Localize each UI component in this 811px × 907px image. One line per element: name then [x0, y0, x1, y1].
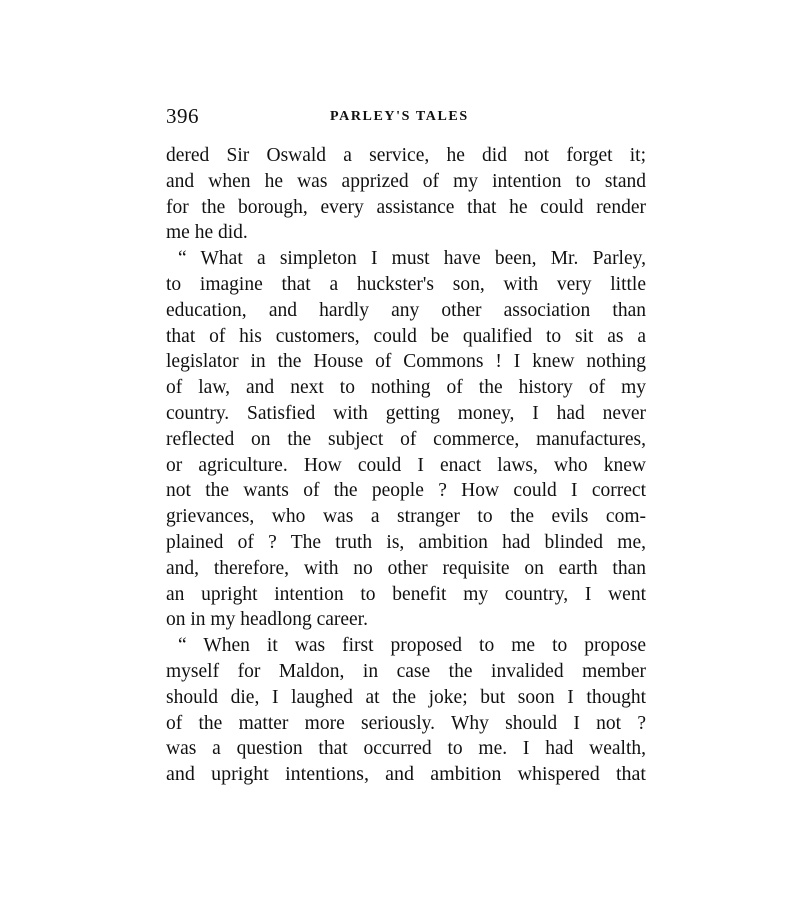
text-line: that of his customers, could be qualified to sit as a: [166, 325, 646, 347]
text-line: and, therefore, with no other requisite on earth than: [166, 557, 646, 579]
text-line: should die, I laughed at the joke; but soon I thought: [166, 686, 646, 708]
text-line: dered Sir Oswald a service, he did not forget it;: [166, 145, 646, 166]
body-text: [166, 143, 646, 788]
text-line: was a question that occurred to me. I had wealth,: [166, 738, 646, 760]
text-line: on in my headlong career.: [166, 609, 368, 631]
text-line: for the borough, every assistance that he could render: [166, 196, 646, 218]
text-line: not the wants of the people ? How could I correct: [166, 480, 646, 502]
text-line: country. Satisfied with getting money, I had never: [166, 402, 646, 424]
text-line: education, and hardly any other association than: [166, 299, 646, 321]
text-line: plained of ? The truth is, ambition had blinded me,: [166, 531, 646, 553]
text-line: or agriculture. How could I enact laws, who knew: [166, 454, 646, 476]
text-line: and upright intentions, and ambition whispered that: [166, 763, 646, 786]
text-line: of law, and next to nothing of the history of my: [166, 377, 646, 399]
text-line: grievances, who was a stranger to the evils com-: [166, 506, 646, 528]
text-line: to imagine that a huckster's son, with very little: [166, 273, 646, 295]
text-line: “ When it was first proposed to me to propose: [178, 635, 646, 657]
text-line: and when he was apprized of my intention to stand: [166, 170, 646, 192]
page-number: 396: [166, 104, 199, 128]
text-line: an upright intention to benefit my country, I went: [166, 583, 646, 605]
text-line: me he did.: [166, 222, 248, 244]
text-line: “ What a simpleton I must have been, Mr. Parley,: [178, 248, 646, 270]
text-line: myself for Maldon, in case the invalided member: [166, 660, 646, 682]
text-line: reflected on the subject of commerce, manufactures,: [166, 428, 646, 450]
text-line: of the matter more seriously. Why should I not ?: [166, 712, 646, 734]
running-title: PARLEY'S TALES: [330, 109, 469, 124]
text-line: legislator in the House of Commons ! I knew nothing: [166, 351, 646, 373]
